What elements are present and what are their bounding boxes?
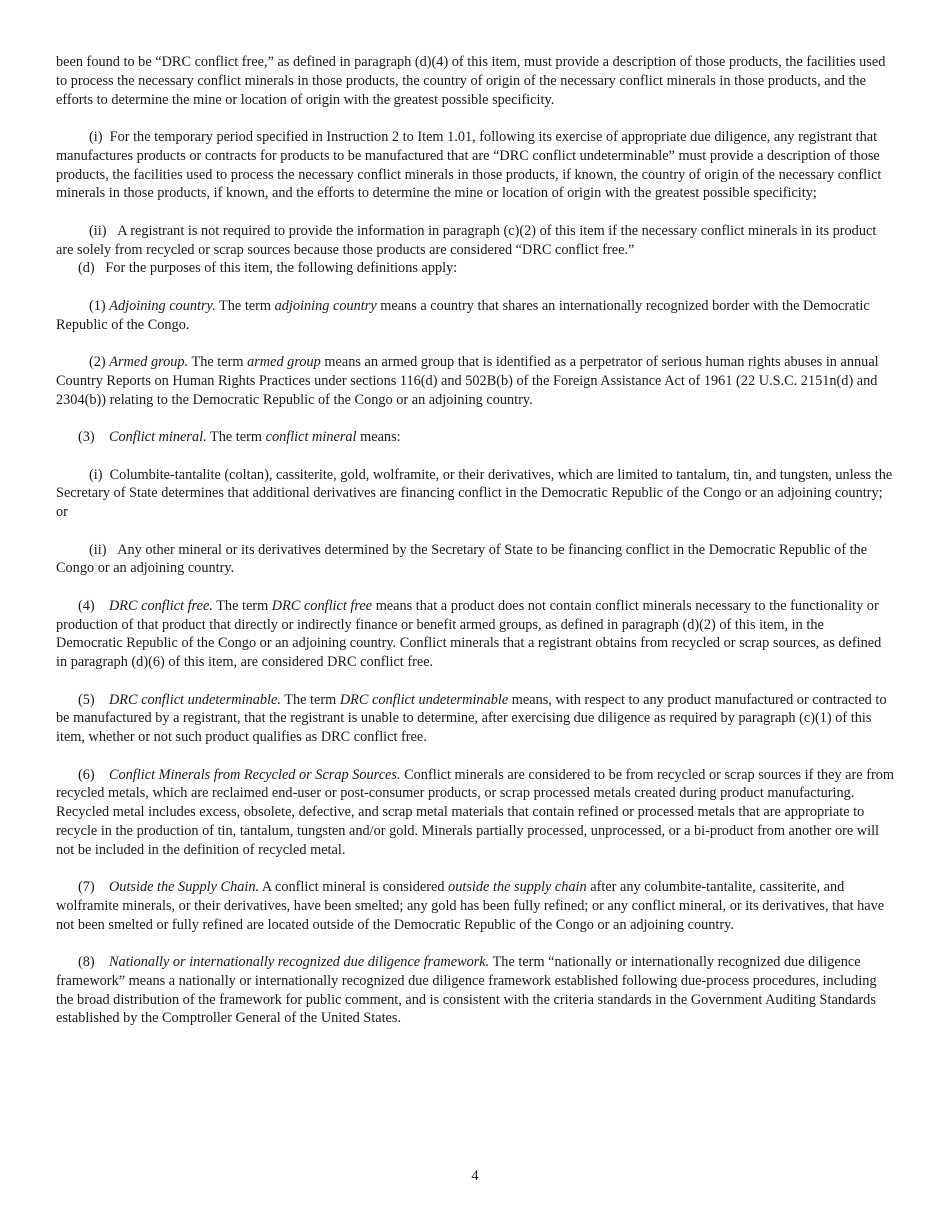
definition-term-inline: conflict mineral [265,429,357,445]
definition-term: Armed group. [109,354,189,370]
definition-3-ii: (ii) Any other mineral or its derivatives determined by the Secretary of State to be financing conflict in the Democratic Republic of the Congo or an adjoining country. [56,541,868,577]
definition-lead: The term [216,597,269,614]
page-number: 4 [471,1168,479,1184]
definition-term-inline: armed group [247,354,321,370]
definition-3-i: (i) Columbite-tantalite (coltan), cassiterite, gold, wolframite, or their derivatives, which are limited to tantalum, tin, and tungsten, unless the Secretary of State determines that additional derivatives are financing conflict in the Democratic Republic of the Congo or an adjoining country; or [56,466,893,520]
definition-number: (1) [89,297,106,314]
definition-7 [56,878,894,934]
definition-number: (6) [78,766,95,783]
definition-term-inline: DRC conflict undeterminable [339,691,509,708]
definition-lead: The term [284,691,337,708]
definition-term-inline: adjoining country [274,297,377,314]
definition-number: (2) [89,354,106,370]
definition-text: means a country that shares an internationally recognized border with the Democratic Republic of the Congo. [56,297,870,333]
definition-term: Conflict Minerals from Recycled or Scrap Sources. [108,766,401,783]
definition-text: The term “nationally or internationally recognized due diligence framework” means a nationally or internationally recognized due diligence framework established following due-process procedures, including the broad distribution of the framework for public comment, and is consistent with the criteria standards in the Government Auditing Standards established by the Comptroller General of the United States. [56,954,877,1027]
definition-text: means: [360,429,401,445]
definition-8 [56,953,894,1028]
definition-term: Outside the Supply Chain. [108,879,260,895]
paragraph-c2-ii: (ii) A registrant is not required to provide the information in paragraph (c)(2) of this item if the necessary conflict minerals in its product are solely from recycled or scrap sources because those products are considered “DRC conflict free.” [56,222,877,258]
definition-5 [56,691,894,747]
definition-text: means that a product does not contain conflict minerals necessary to the functionality or production of that product that directly or indirectly finance or benefit armed groups, as defined in paragraph (d)(2) of this item, in the Democratic Republic of the Congo or an adjoining country. Conflict minerals that a registrant obtains from recycled or scrap sources, as defined in paragraph (d)(6) of this item, are considered DRC conflict free. [56,597,882,670]
definition-lead: A conflict mineral is considered [261,879,445,895]
definition-text: Conflict minerals are considered to be from recycled or scrap sources if they are from recycled metals, which are reclaimed end-user or post-consumer products, or scrap processed metals created during product manufacturing. Recycled metal includes excess, obsolete, defective, and scrap metal materials that contain refined or processed metals that are appropriate to recycle in the production of tin, tantalum, tungsten and/or gold. Minerals partially processed, unprocessed, or a bi-product from another ore will not be included in the definition of recycled metal. [56,766,894,858]
definition-number: (3) [78,429,95,445]
definition-lead: The term [219,297,272,314]
document-page [56,53,894,1028]
definition-2 [56,353,894,409]
definition-6 [56,766,894,860]
definition-number: (8) [78,954,95,970]
definition-lead: The term [191,354,244,370]
definition-number: (5) [78,691,95,708]
definition-term: DRC conflict undeterminable. [108,691,281,708]
definition-1 [56,297,894,335]
definition-term-inline: outside the supply chain [448,879,587,895]
paragraph-c2-i: (i) For the temporary period specified in Instruction 2 to Item 1.01, following its exercise of appropriate due diligence, any registrant that manufactures products or contracts for products to be manufactured that are “DRC conflict undeterminable” must provide a description of those products, the facilities used to process the necessary conflict minerals in those products, if known, the country of origin of the necessary conflict minerals in those products, if known, and the efforts to determine the mine or location of origin with the greatest possible specificity; [56,129,882,202]
definition-text: means, with respect to any product manufactured or contracted to be manufactured by a registrant, that the registrant is unable to determine, after exercising due diligence as required by paragraph (c)(1) of this item, whether or not such product qualifies as DRC conflict free. [56,691,887,745]
definition-term: Conflict mineral. [108,429,207,445]
definition-text: means an armed group that is identified as a perpetrator of serious human rights abuses in annual Country Reports on Human Rights Practices under sections 116(d) and 502B(b) of the Foreign Assistance Act of 1961 (22 U.S.C. 2151n(d) and 2304(b)) relating to the Democratic Republic of the Congo or an adjoining country. [56,354,879,408]
paragraph-intro: been found to be “DRC conflict free,” as defined in paragraph (d)(4) of this item, must provide a description of those products, the facilities used to process the necessary conflict minerals in those products, the country of origin of the necessary conflict minerals in those products, and the efforts to determine the mine or location of origin with the greatest possible specificity. [56,54,886,108]
definition-text: after any columbite-tantalite, cassiterite, and wolframite minerals, or their derivatives, have been smelted; any gold has been fully refined; or any conflict mineral, or its derivatives, that have not been smelted or fully refined are located outside of the Democratic Republic of the Congo or an adjoining country. [56,879,885,933]
definition-term: Nationally or internationally recognized due diligence framework. [108,954,490,970]
definition-term: Adjoining country. [109,297,216,314]
paragraph-d: (d) For the purposes of this item, the following definitions apply: [78,260,458,277]
definition-3 [56,428,894,447]
definition-4 [56,597,894,672]
definition-term: DRC conflict free. [108,597,213,614]
definition-number: (4) [78,597,95,614]
definition-term-inline: DRC conflict free [271,597,373,614]
definition-number: (7) [78,879,95,895]
definition-lead: The term [210,429,263,445]
